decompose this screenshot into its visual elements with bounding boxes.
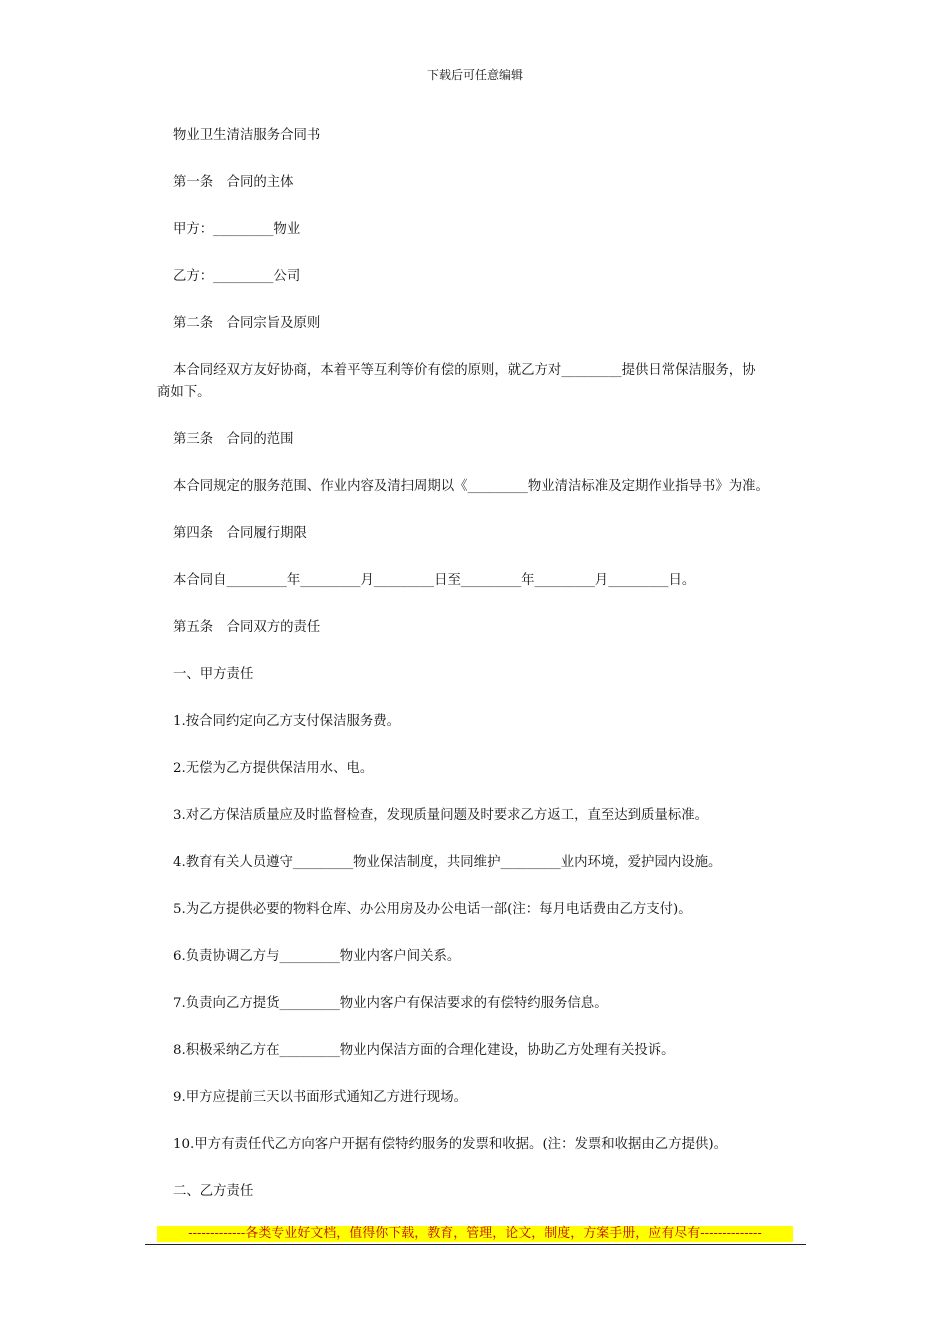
- party-a-line: 甲方：_________物业: [173, 222, 301, 237]
- article-4-text: 本合同自_________年_________月_________日至_________年_________月_________日。: [173, 573, 696, 588]
- article-5-heading: 第五条 合同双方的责任: [173, 620, 321, 635]
- party-b-line: 乙方：_________公司: [173, 269, 301, 284]
- party-a-duty-2: 2.无偿为乙方提供保洁用水、电。: [173, 761, 374, 776]
- party-a-duty-8: 8.积极采纳乙方在_________物业内保洁方面的合理化建设，协助乙方处理有关投诉。: [173, 1043, 675, 1058]
- party-a-duty-6: 6.负责协调乙方与_________物业内客户间关系。: [173, 949, 461, 964]
- party-a-duty-7: 7.负责向乙方提货_________物业内客户有保洁要求的有偿特约服务信息。: [173, 996, 608, 1011]
- article-3-text: 本合同规定的服务范围、作业内容及清扫周期以《_________物业清洁标准及定期作业指导书》为准。: [173, 479, 769, 494]
- party-a-duty-5: 5.为乙方提供必要的物料仓库、办公用房及办公电话一部(注：每月电话费由乙方支付)。: [173, 902, 692, 917]
- article-4-heading: 第四条 合同履行期限: [173, 526, 307, 541]
- article-3-heading: 第三条 合同的范围: [173, 432, 294, 447]
- article-2-text-line-1: 本合同经双方友好协商，本着平等互利等价有偿的原则，就乙方对_________提供日常保洁服务，协: [173, 363, 756, 378]
- party-b-duties-heading: 二、乙方责任: [173, 1184, 254, 1199]
- article-2-heading: 第二条 合同宗旨及原则: [173, 316, 321, 331]
- page-header: 下载后可任意编辑: [426, 68, 523, 82]
- party-a-duty-10: 10.甲方有责任代乙方向客户开据有偿特约服务的发票和收据。(注：发票和收据由乙方提供)。: [173, 1137, 727, 1152]
- footer-divider: [145, 1244, 806, 1245]
- party-a-duties-heading: 一、甲方责任: [173, 667, 254, 682]
- article-1-heading: 第一条 合同的主体: [173, 175, 294, 190]
- party-a-duty-1: 1.按合同约定向乙方支付保洁服务费。: [173, 714, 401, 729]
- document-body: [157, 125, 813, 1203]
- party-a-duty-3: 3.对乙方保洁质量应及时监督检查，发现质量问题及时要求乙方返工，直至达到质量标准。: [173, 808, 709, 823]
- party-a-duty-4: 4.教育有关人员遵守_________物业保洁制度，共同维护_________业内环境，爱护园内设施。: [173, 855, 722, 870]
- party-a-duty-9: 9.甲方应提前三天以书面形式通知乙方进行现场。: [173, 1090, 467, 1105]
- document-title: 物业卫生清洁服务合同书: [173, 128, 321, 143]
- footer-banner: -------------各类专业好文档，值得你下载，教育，管理，论文，制度，方案手册，应有尽有--------------: [157, 1226, 793, 1242]
- article-2-text-line-2: 商如下。: [157, 385, 211, 400]
